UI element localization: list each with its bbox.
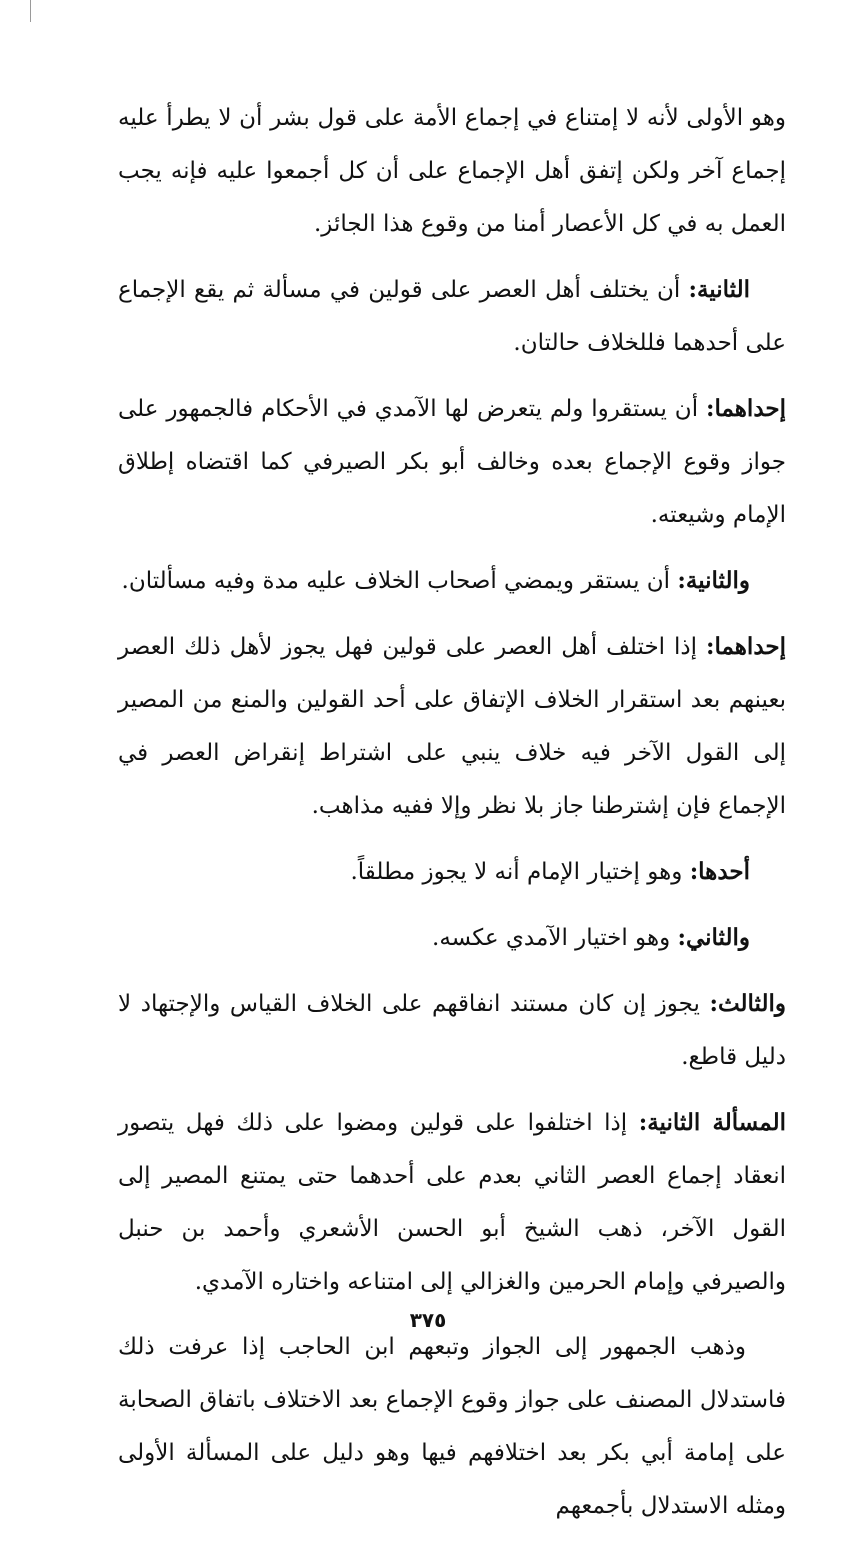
paragraph-text: وهو الأولى لأنه لا إمتناع في إجماع الأمة على قول بشر أن لا يطرأ عليه إجماع آخر ولكن إتفق أهل الإجماع على أن كل أجمعوا عليه فإنه يجب العمل به في كل الأعصار أمنا من وقوع هذا الجائز. (118, 105, 786, 237)
paragraph-8 (118, 977, 786, 1084)
paragraph-term: إحداهما: (706, 633, 786, 660)
paragraph-10 (118, 1321, 786, 1533)
paragraph-term: المسألة الثانية: (638, 1109, 787, 1136)
paragraph-term: إحداهما: (706, 395, 786, 422)
scan-edge-mark (30, 0, 31, 22)
paragraph-term: والثانية: (677, 567, 750, 594)
paragraph-text: أن يستقروا ولم يتعرض لها الآمدي في الأحكام فالجمهور على جواز وقوع الإجماع بعده وخالف أبو بكر الصيرفي كما اقتضاه إطلاق الإمام وشيعته. (118, 396, 786, 528)
paragraph-term: أحدها: (689, 858, 750, 885)
paragraph-text: وهو إختيار الإمام أنه لا يجوز مطلقاً. (350, 859, 690, 885)
paragraph-2 (118, 263, 786, 370)
paragraph-9 (118, 1096, 786, 1309)
paragraph-text: يجوز إن كان مستند انفاقهم على الخلاف القياس والإجتهاد لا دليل قاطع. (118, 991, 786, 1070)
paragraph-4 (118, 554, 786, 608)
paragraph-text: وذهب الجمهور إلى الجواز وتبعهم ابن الحاجب إذا عرفت ذلك فاستدلال المصنف على جواز وقوع الإجماع بعد الاختلاف باتفاق الصحابة على إمامة أبي بكر بعد اختلافهم فيها وهو دليل على المسألة الأولى ومثله الاستدلال بأجمعهم (118, 1334, 786, 1519)
paragraph-term: والثالث: (709, 990, 786, 1017)
paragraph-3 (118, 382, 786, 542)
paragraph-7 (118, 911, 786, 965)
paragraph-6 (118, 845, 786, 899)
paragraph-text: إذا اختلف أهل العصر على قولين فهل يجوز لأهل ذلك العصر بعينهم بعد استقرار الخلاف الإتفاق على أحد القولين والمنع من المصير إلى القول الآخر فيه خلاف ينبي على اشتراط إنقراض العصر في الإجماع فإن إشترطنا جاز بلا نظر وإلا ففيه مذاهب. (118, 634, 786, 819)
paragraph-term: والثاني: (677, 924, 750, 951)
paragraph-text: أن يختلف أهل العصر على قولين في مسألة ثم يقع الإجماع على أحدهما فللخلاف حالتان. (118, 277, 786, 356)
paragraph-text: أن يستقر ويمضي أصحاب الخلاف عليه مدة وفيه مسألتان. (121, 568, 678, 594)
page-number: ٣٧٥ (409, 1308, 447, 1332)
paragraph-5 (118, 620, 786, 833)
paragraph-text: وهو اختيار الآمدي عكسه. (432, 925, 678, 951)
paragraph-term: الثانية: (688, 276, 750, 303)
paragraph-text: إذا اختلفوا على قولين ومضوا على ذلك فهل يتصور انعقاد إجماع العصر الثاني بعدم على أحدهما حتى يمتنع المصير إلى القول الآخر، ذهب الشيخ أبو الحسن الأشعري وأحمد بن حنبل والصيرفي وإمام الحرمين والغزالي إلى امتناعه واختاره الآمدي. (118, 1110, 786, 1295)
paragraph-1 (118, 92, 786, 251)
